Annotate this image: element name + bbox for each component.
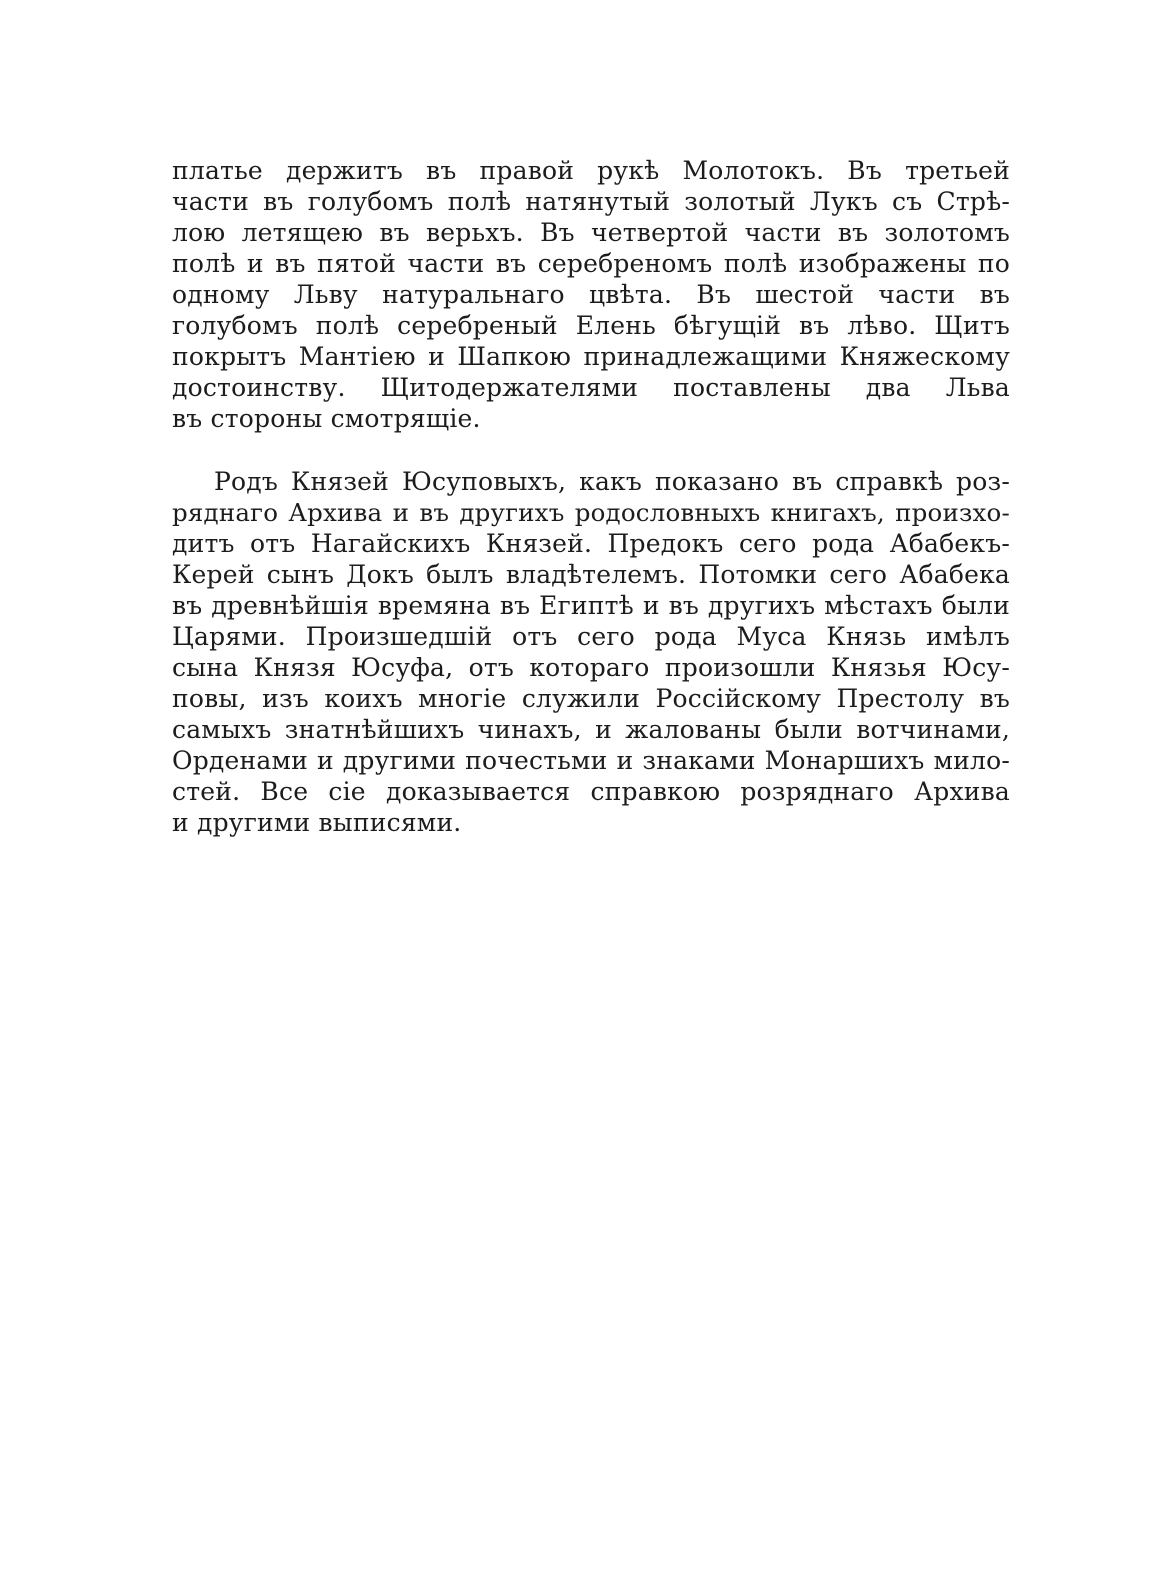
text-line: стей. Все сіе доказывается справкою розряднаго Архива <box>172 777 1010 806</box>
text-line: дитъ отъ Нагайскихъ Князей. Предокъ сего рода Абабекъ- <box>172 529 1010 558</box>
text-line: самыхъ знатнѣйшихъ чинахъ, и жалованы были вотчинами, <box>172 715 1010 744</box>
text-line: лою летящею въ верьхъ. Въ четвертой части въ золотомъ <box>172 218 1010 247</box>
text-line: голубомъ полѣ серебреный Елень бѣгущій въ лѣво. Щитъ <box>172 311 1010 340</box>
text-line: Орденами и другими почестьми и знаками Монаршихъ мило- <box>172 746 1010 775</box>
text-line: платье держитъ въ правой рукѣ Молотокъ. Въ третьей <box>172 156 1010 185</box>
text-line: ряднаго Архива и въ другихъ родословныхъ книгахъ, произхо- <box>172 498 1010 527</box>
text-line: Керей сынъ Докъ былъ владѣтелемъ. Потомки сего Абабека <box>172 560 1010 589</box>
text-line: Родъ Князей Юсуповыхъ, какъ показано въ справкѣ роз- <box>214 467 1010 496</box>
paragraph-coat-of-arms <box>172 155 1010 434</box>
text-line: повы, изъ коихъ многіе служили Россійскому Престолу въ <box>172 684 1010 713</box>
text-line: Царями. Произшедшій отъ сего рода Муса Князь имѣлъ <box>172 622 1010 651</box>
text-line: въ стороны смотрящіе. <box>172 404 481 433</box>
text-line: и другими выписями. <box>172 808 462 837</box>
text-line: покрытъ Мантіею и Шапкою принадлежащими Княжескому <box>172 342 1010 371</box>
text-line: въ древнѣйшія времяна въ Египтѣ и въ другихъ мѣстахъ были <box>172 591 1010 620</box>
text-line: полѣ и въ пятой части въ серебреномъ полѣ изображены по <box>172 249 1010 278</box>
text-line: части въ голубомъ полѣ натянутый золотый Лукъ съ Стрѣ- <box>172 187 1010 216</box>
paragraph-family-history <box>172 466 1010 838</box>
text-line: сына Князя Юсуфа, отъ котораго произошли Князья Юсу- <box>172 653 1010 682</box>
text-line: достоинству. Щитодержателями поставлены два Льва <box>172 373 1010 402</box>
text-line: одному Льву натуральнаго цвѣта. Въ шестой части въ <box>172 280 1010 309</box>
